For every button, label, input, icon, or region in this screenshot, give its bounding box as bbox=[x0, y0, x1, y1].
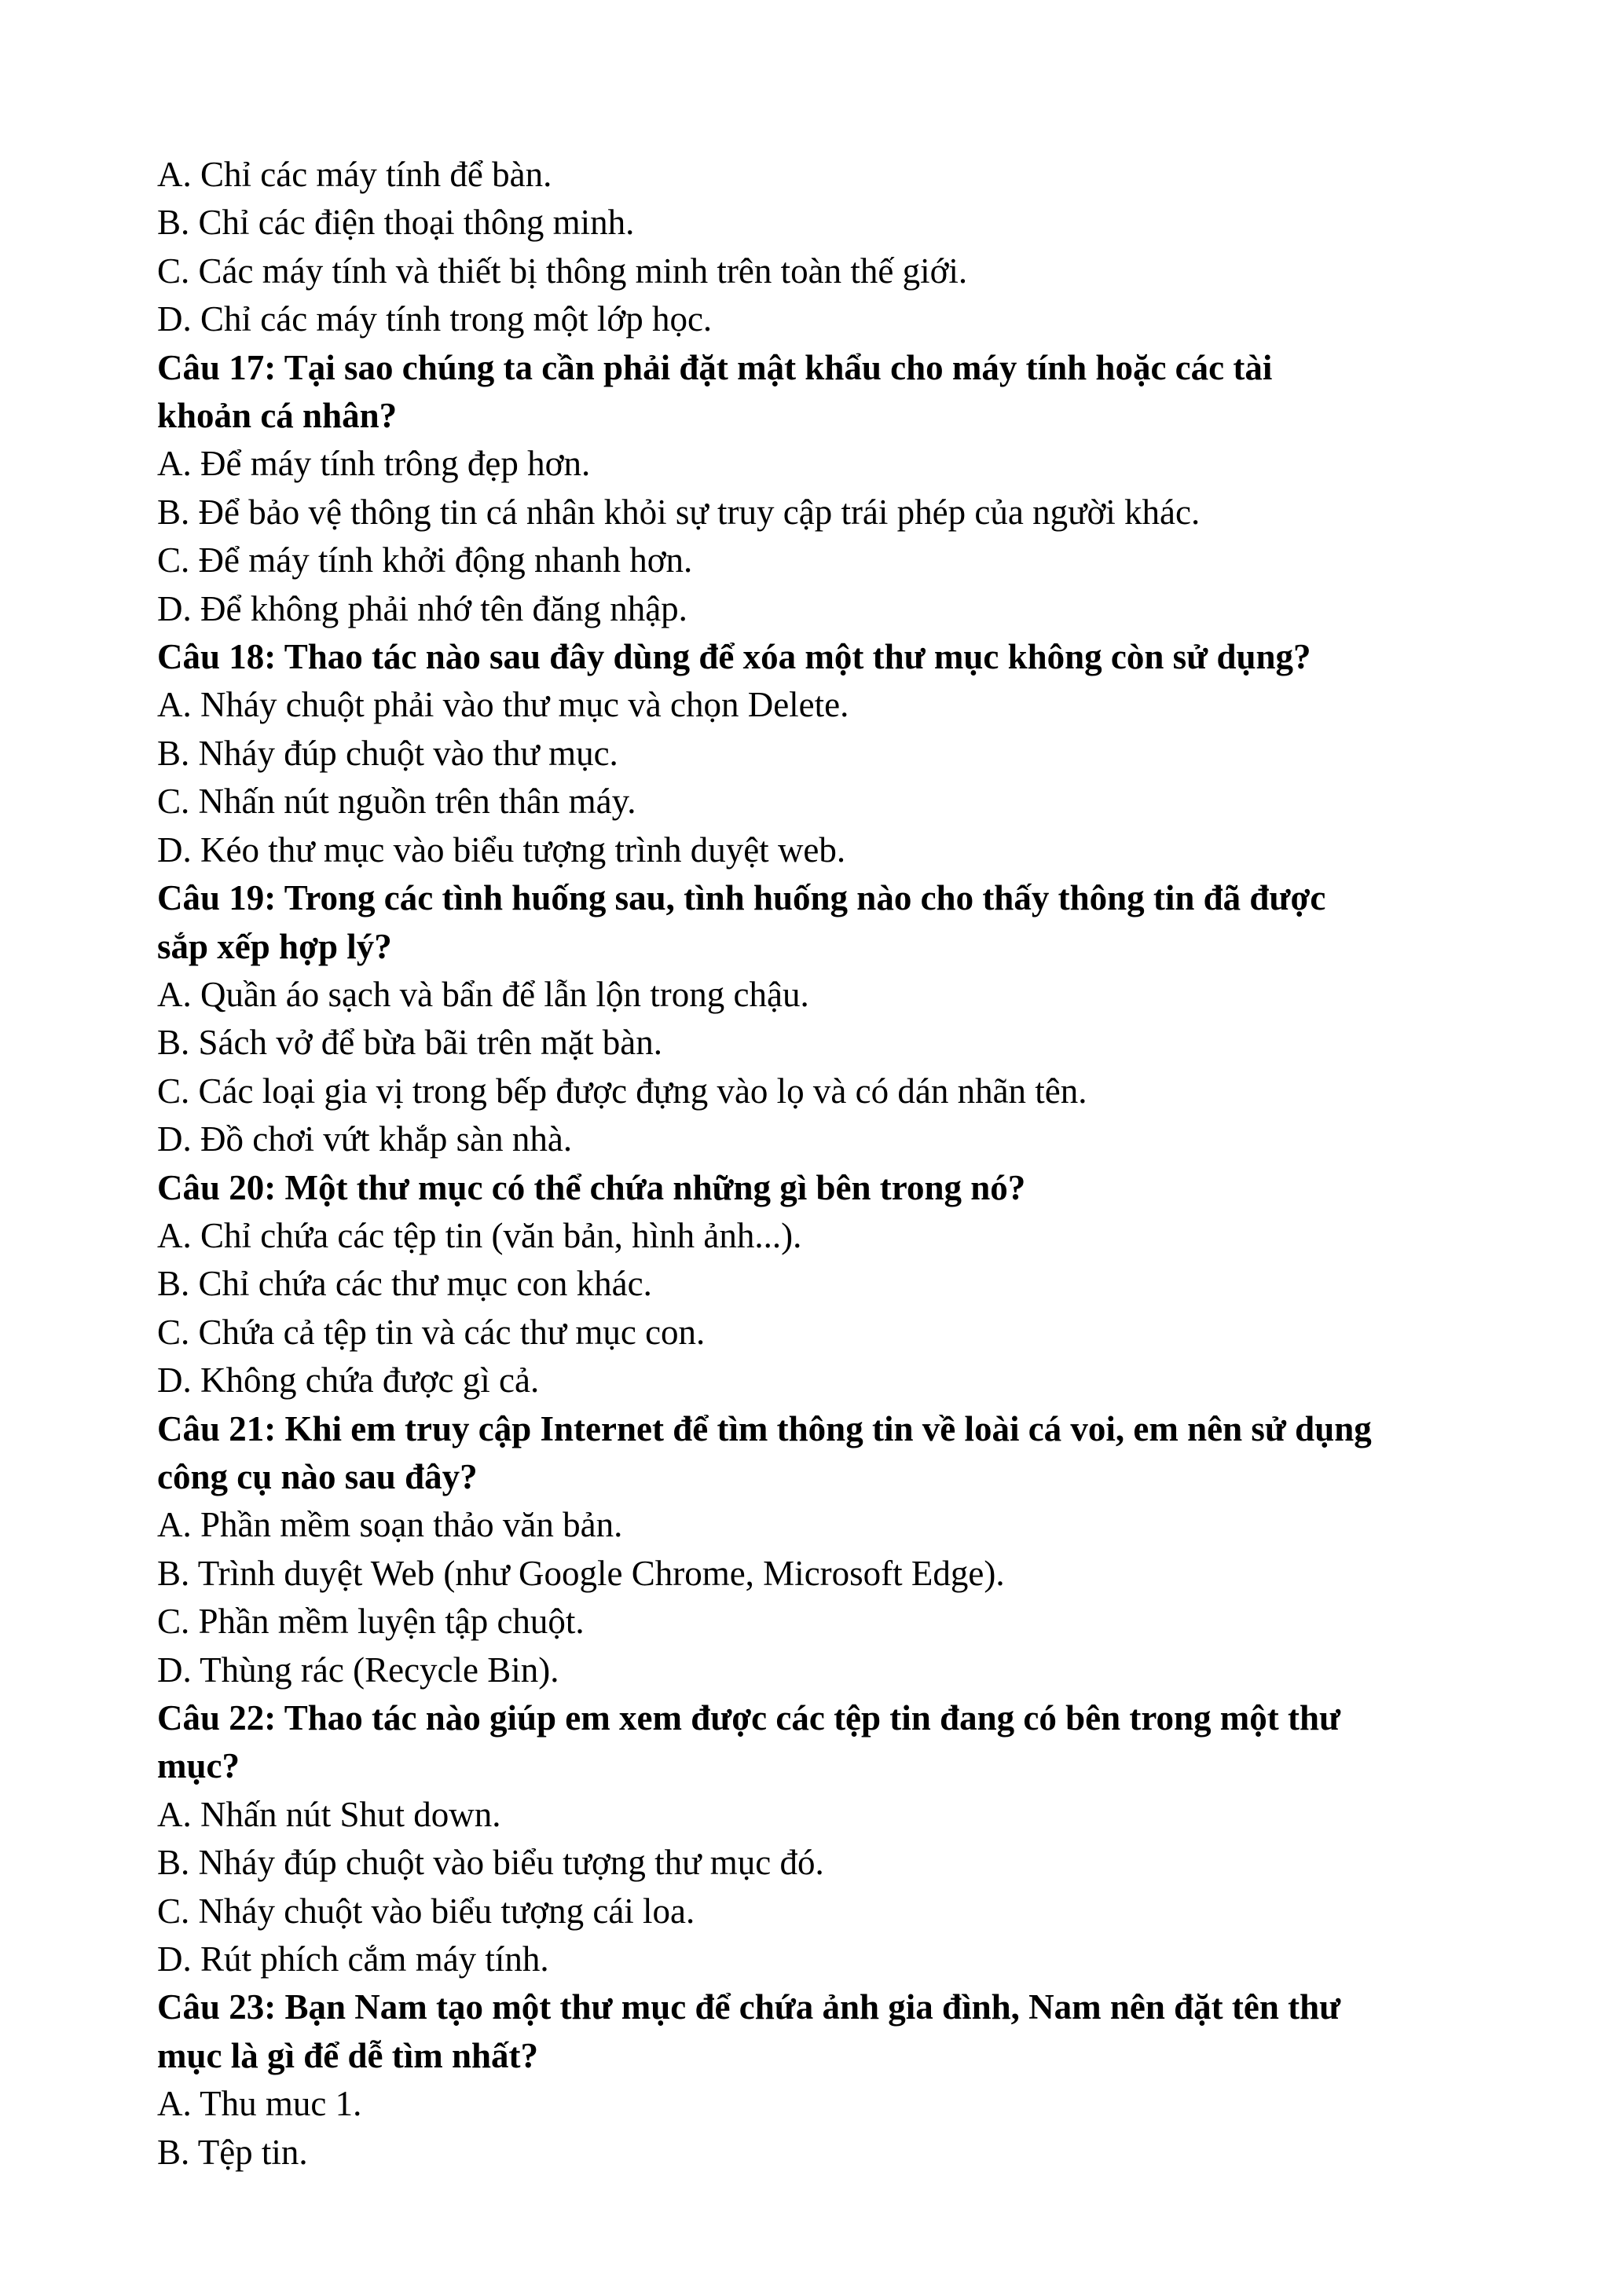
question-line: mục là gì để dễ tìm nhất? bbox=[157, 2035, 539, 2075]
question-line: công cụ nào sau đây? bbox=[157, 1456, 478, 1496]
leading-options bbox=[157, 151, 1493, 344]
question-line: Câu 22: Thao tác nào giúp em xem được các tệp tin đang có bên trong một thư bbox=[157, 1698, 1341, 1738]
question-text bbox=[157, 874, 1493, 971]
answer-option-b: B. Chỉ chứa các thư mục con khác. bbox=[157, 1264, 652, 1304]
answer-option-b: B. Tệp tin. bbox=[157, 2132, 308, 2172]
answer-option-a: A. Thu muc 1. bbox=[157, 2084, 362, 2124]
answer-option-a: A. Để máy tính trông đẹp hơn. bbox=[157, 444, 591, 484]
answer-option-b: B. Để bảo vệ thông tin cá nhân khỏi sự truy cập trái phép của người khác. bbox=[157, 492, 1201, 532]
answer-option-b: B. Sách vở để bừa bãi trên mặt bàn. bbox=[157, 1023, 663, 1063]
answer-option-c: C. Để máy tính khởi động nhanh hơn. bbox=[157, 540, 693, 580]
question-19 bbox=[157, 874, 1493, 1163]
answer-option-b: B. Nháy đúp chuột vào biểu tượng thư mục đó. bbox=[157, 1843, 824, 1883]
answer-option-d: D. Kéo thư mục vào biểu tượng trình duyệt web. bbox=[157, 829, 846, 870]
question-text bbox=[157, 1405, 1493, 1502]
question-21 bbox=[157, 1405, 1493, 1694]
question-line: khoản cá nhân? bbox=[157, 396, 398, 436]
question-17 bbox=[157, 344, 1493, 633]
answer-option-a: A. Nháy chuột phải vào thư mục và chọn Delete. bbox=[157, 685, 849, 725]
answer-option-c: C. Các loại gia vị trong bếp được đựng vào lọ và có dán nhãn tên. bbox=[157, 1071, 1087, 1111]
answer-option-c: C. Phần mềm luyện tập chuột. bbox=[157, 1602, 585, 1642]
question-text bbox=[157, 633, 1493, 681]
answer-option-d: D. Không chứa được gì cả. bbox=[157, 1360, 540, 1401]
question-line: mục? bbox=[157, 1746, 240, 1786]
answer-option-d: D. Chỉ các máy tính trong một lớp học. bbox=[157, 299, 713, 339]
question-line: Câu 20: Một thư mục có thể chứa những gì bên trong nó? bbox=[157, 1167, 1026, 1207]
question-line: Câu 23: Bạn Nam tạo một thư mục để chứa ảnh gia đình, Nam nên đặt tên thư bbox=[157, 1987, 1341, 2027]
answer-option-a: A. Phần mềm soạn thảo văn bản. bbox=[157, 1505, 623, 1545]
question-23 bbox=[157, 1983, 1493, 2177]
question-18 bbox=[157, 633, 1493, 874]
question-22 bbox=[157, 1694, 1493, 1983]
question-line: Câu 17: Tại sao chúng ta cần phải đặt mật khẩu cho máy tính hoặc các tài bbox=[157, 347, 1273, 387]
answer-option-c: C. Các máy tính và thiết bị thông minh trên toàn thế giới. bbox=[157, 251, 968, 291]
question-line: Câu 18: Thao tác nào sau đây dùng để xóa một thư mục không còn sử dụng? bbox=[157, 637, 1311, 677]
answer-option-a: A. Chỉ chứa các tệp tin (văn bản, hình ảnh...). bbox=[157, 1215, 802, 1255]
question-text bbox=[157, 1983, 1493, 2080]
answer-option-b: B. Nháy đúp chuột vào thư mục. bbox=[157, 733, 618, 773]
question-line: Câu 19: Trong các tình huống sau, tình huống nào cho thấy thông tin đã được bbox=[157, 878, 1326, 918]
answer-option-c: C. Chứa cả tệp tin và các thư mục con. bbox=[157, 1312, 706, 1352]
answer-option-a: A. Quần áo sạch và bẩn để lẫn lộn trong chậu. bbox=[157, 974, 809, 1014]
answer-option-d: D. Đồ chơi vứt khắp sàn nhà. bbox=[157, 1119, 573, 1159]
answer-option-d: D. Rút phích cắm máy tính. bbox=[157, 1939, 549, 1979]
answer-option-d: D. Để không phải nhớ tên đăng nhập. bbox=[157, 588, 687, 628]
answer-option-a: A. Chỉ các máy tính để bàn. bbox=[157, 155, 552, 194]
answer-option-c: C. Nháy chuột vào biểu tượng cái loa. bbox=[157, 1891, 695, 1931]
question-text bbox=[157, 1164, 1493, 1212]
question-text bbox=[157, 1694, 1493, 1791]
answer-option-b: B. Trình duyệt Web (như Google Chrome, Microsoft Edge). bbox=[157, 1553, 1005, 1593]
question-20 bbox=[157, 1164, 1493, 1405]
question-text bbox=[157, 344, 1493, 441]
answer-option-c: C. Nhấn nút nguồn trên thân máy. bbox=[157, 782, 636, 822]
answer-option-a: A. Nhấn nút Shut down. bbox=[157, 1794, 501, 1834]
document-page bbox=[157, 151, 1493, 2177]
question-line: Câu 21: Khi em truy cập Internet để tìm thông tin về loài cá voi, em nên sử dụng bbox=[157, 1408, 1372, 1448]
answer-option-b: B. Chỉ các điện thoại thông minh. bbox=[157, 203, 635, 243]
answer-option-d: D. Thùng rác (Recycle Bin). bbox=[157, 1650, 559, 1690]
question-line: sắp xếp hợp lý? bbox=[157, 926, 392, 966]
